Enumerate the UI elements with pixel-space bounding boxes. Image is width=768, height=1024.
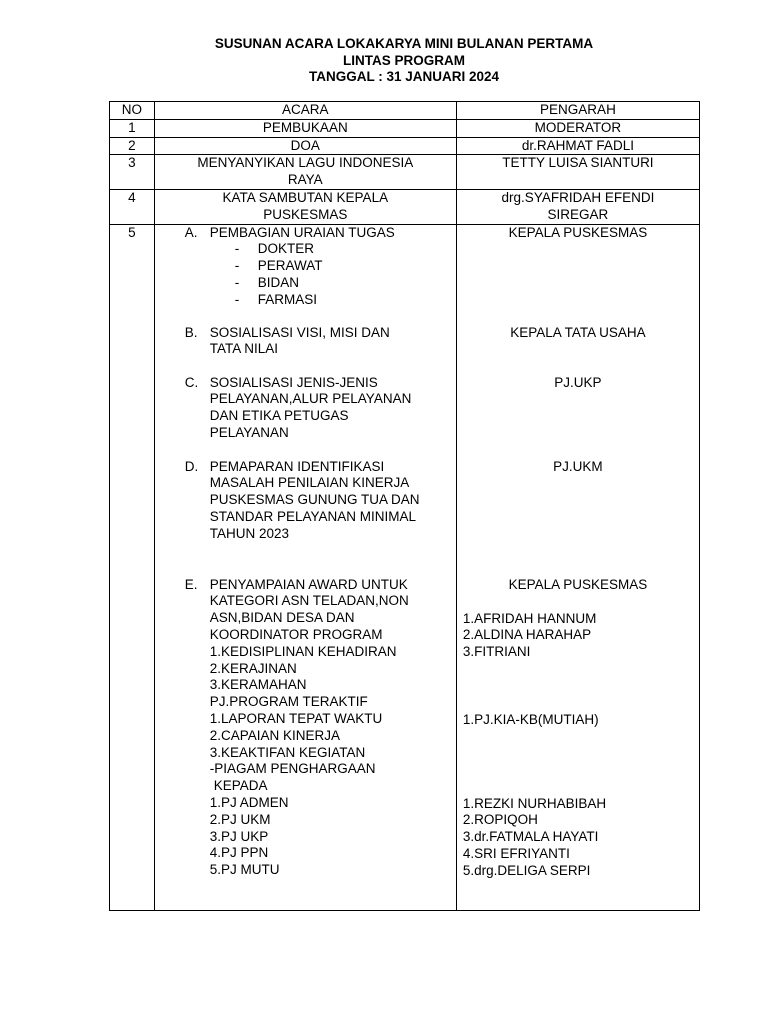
row-pengarah-line: SIREGAR [547, 206, 609, 222]
row-pengarah [456, 189, 699, 224]
document-date: TANGGAL : 31 JANUARI 2024 [308, 69, 500, 84]
sub-item: - DOKTER [234, 241, 315, 257]
row-acara [154, 155, 456, 190]
item-line: 3.KEAKTIFAN KEGIATAN [209, 744, 366, 760]
pengarah-d: PJ.UKM [553, 458, 603, 474]
row-no: 3 [110, 155, 155, 190]
item-line: MASALAH PENILAIAN KINERJA [209, 475, 410, 491]
pengarah-line: 3.dr.FATMALA HAYATI [462, 829, 599, 845]
row-pengarah [456, 224, 699, 910]
item-line: PENYAMPAIAN AWARD UNTUK [209, 576, 408, 592]
sub-item: - BIDAN [234, 274, 300, 290]
item-line: 1.PJ ADMEN [209, 794, 289, 810]
table-header-row [110, 102, 700, 120]
row-acara [154, 189, 456, 224]
row-pengarah-line: TETTY LUISA SIANTURI [502, 155, 654, 171]
item-title: PEMBAGIAN URAIAN TUGAS [209, 224, 395, 240]
pengarah-e: KEPALA PUSKESMAS [508, 576, 648, 592]
item-line: TAHUN 2023 [209, 525, 290, 541]
pengarah-line: 2.ALDINA HARAHAP [462, 627, 592, 643]
pengarah-asn-list [463, 611, 597, 661]
row-pengarah [456, 155, 699, 190]
item-line: PUSKESMAS GUNUNG TUA DAN [209, 492, 420, 508]
row-no: 4 [110, 189, 155, 224]
row-acara [154, 224, 456, 910]
item-line: SOSIALISASI VISI, MISI DAN [209, 324, 390, 340]
item-line: 1.LAPORAN TEPAT WAKTU [209, 710, 383, 726]
pengarah-line: 3.FITRIANI [462, 644, 531, 660]
item-line: KEPADA [213, 778, 268, 794]
header-no: NO [110, 102, 155, 120]
pengarah-line: 1.AFRIDAH HANNUM [462, 610, 597, 626]
document-title: SUSUNAN ACARA LOKAKARYA MINI BULANAN PERTAMA [214, 36, 594, 51]
item-line: PEMAPARAN IDENTIFIKASI [209, 458, 385, 474]
sub-item: - FARMASI [234, 291, 318, 307]
schedule-table [109, 101, 700, 911]
pengarah-line: 4.SRI EFRIYANTI [462, 845, 570, 861]
item-line: KOORDINATOR PROGRAM [209, 626, 383, 642]
pengarah-line: 1.REZKI NURHABIBAH [462, 795, 607, 811]
sub-item: - PERAWAT [234, 258, 323, 274]
header-acara: ACARA [154, 102, 456, 120]
item-letter: D. [184, 458, 199, 474]
item-line: PELAYANAN [209, 424, 289, 440]
item-line: PELAYANAN,ALUR PELAYANAN [209, 391, 412, 407]
row-no: 2 [110, 137, 155, 155]
pengarah-piagam-list [463, 796, 606, 880]
item-line: 1.KEDISIPLINAN KEHADIRAN [209, 643, 397, 659]
item-line: 4.PJ PPN [209, 845, 269, 861]
pengarah-c: PJ.UKP [554, 374, 602, 390]
item-line: 3.KERAMAHAN [209, 677, 307, 693]
pengarah-line: 1.PJ.KIA-KB(MUTIAH) [462, 711, 599, 727]
row-acara: DOA [154, 137, 456, 155]
table-row [110, 189, 700, 224]
item-line: SOSIALISASI JENIS-JENIS [209, 374, 378, 390]
document-subtitle: LINTAS PROGRAM [343, 53, 465, 68]
row-acara-line: PUSKESMAS [263, 206, 348, 222]
table-row [110, 119, 700, 137]
item-line: PJ.PROGRAM TERAKTIF [209, 694, 368, 710]
item-letter: C. [184, 374, 199, 390]
item-line: STANDAR PELAYANAN MINIMAL [209, 508, 417, 524]
item-letter: A. [184, 224, 198, 240]
table-row [110, 224, 700, 910]
row-pengarah: MODERATOR [456, 119, 699, 137]
row-pengarah: dr.RAHMAT FADLI [456, 137, 699, 155]
item-line: 2.CAPAIAN KINERJA [209, 727, 341, 743]
table-row [110, 155, 700, 190]
item-line: TATA NILAI [209, 341, 279, 357]
item-line: -PIAGAM PENGHARGAAN [209, 761, 376, 777]
pengarah-program-list [463, 712, 599, 729]
item-line: 2.KERAJINAN [209, 660, 297, 676]
row-acara-line: KATA SAMBUTAN KEPALA [222, 189, 389, 205]
row-no: 5 [110, 224, 155, 910]
item-line: ASN,BIDAN DESA DAN [209, 610, 355, 626]
item-letter: E. [184, 576, 198, 592]
item-letter: B. [184, 324, 198, 340]
item-line: 3.PJ UKP [209, 828, 269, 844]
pengarah-line: 5.drg.DELIGA SERPI [462, 862, 591, 878]
item-line: 2.PJ UKM [209, 811, 271, 827]
pengarah-b: KEPALA TATA USAHA [510, 324, 646, 340]
row-no: 1 [110, 119, 155, 137]
item-line: KATEGORI ASN TELADAN,NON [209, 593, 409, 609]
table-row [110, 137, 700, 155]
pengarah-line: 2.ROPIQOH [462, 812, 538, 828]
row-acara-line: RAYA [287, 172, 323, 188]
header-pengarah: PENGARAH [456, 102, 699, 120]
row-pengarah-line: drg.SYAFRIDAH EFENDI [501, 189, 655, 205]
pengarah-a: KEPALA PUSKESMAS [508, 224, 648, 240]
row-acara-line: MENYANYIKAN LAGU INDONESIA [197, 155, 414, 171]
item-line: DAN ETIKA PETUGAS [209, 408, 349, 424]
row-acara: PEMBUKAAN [154, 119, 456, 137]
item-line: 5.PJ MUTU [209, 862, 280, 878]
